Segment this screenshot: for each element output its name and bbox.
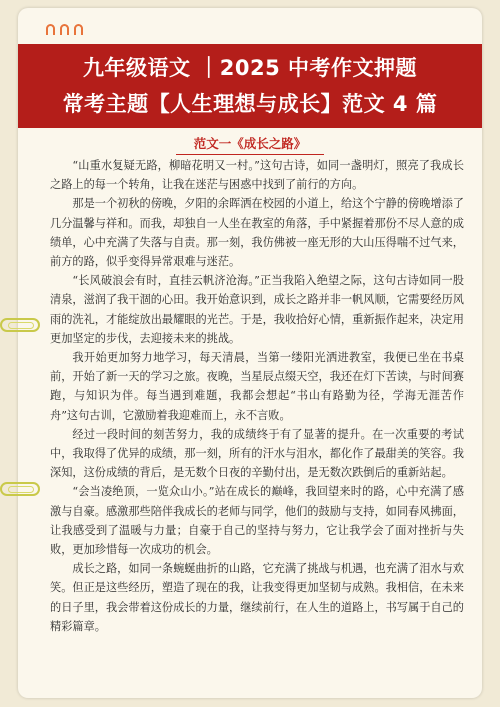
ring-icon bbox=[60, 24, 69, 35]
paragraph: 我开始更加努力地学习，每天清晨，当第一缕阳光洒进教室，我便已坐在书桌前，开始了新一天的学习之旅。夜晚，当星辰点缀天空，我还在灯下苦读，与时间赛跑，与知识为伴。每当遇到难题，我都会想起“书山有路勤为径，学海无涯苦作舟”这句古训，它激励着我迎难而上，永不言败。 bbox=[50, 351, 464, 422]
document-page bbox=[18, 8, 482, 698]
title-line-1: 九年级语文 ｜2025 中考作文押题 bbox=[82, 56, 418, 80]
ring-icon bbox=[74, 24, 83, 35]
ring-icon bbox=[46, 24, 55, 35]
paragraph: “山重水复疑无路，柳暗花明又一村。”这句古诗，如同一盏明灯，照亮了我成长之路上的每一个转角，让我在迷茫与困惑中找到了前行的方向。 bbox=[50, 159, 464, 192]
paragraph: “会当凌绝顶，一览众山小。”站在成长的巅峰，我回望来时的路，心中充满了感激与自豪。感激那些陪伴我成长的老师与同学，他们的鼓励与支持，如同春风拂面，让我感受到了温暖与力量；自豪于自己的坚持与努力，它让我学会了面对挫折与失败，更加珍惜每一次成功的机会。 bbox=[50, 485, 464, 557]
paper-clip-icon bbox=[0, 318, 40, 332]
paragraph: “长风破浪会有时，直挂云帆济沧海。”正当我陷入绝望之际，这句古诗如同一股清泉，滋润了我干涸的心田。我开始意识到，成长之路并非一帆风顺，它需要经历风雨的洗礼，才能绽放出最耀眼的光芒。于是，我收拾好心情，重新振作起来，决定用更加坚定的步伐，去迎接未来的挑战。 bbox=[50, 274, 464, 345]
title-line-2: 常考主题【人生理想与成长】范文 4 篇 bbox=[62, 92, 438, 116]
essay-subtitle-text: 范文一《成长之路》 bbox=[176, 134, 325, 155]
title-banner bbox=[18, 44, 482, 128]
paragraph: 经过一段时间的刻苦努力，我的成绩终于有了显著的提升。在一次重要的考试中，我取得了优异的成绩，那一刻，所有的汗水与泪水，都化作了最甜美的笑容。我深知，这份成绩的背后，是无数个日夜的辛勤付出，是无数次跌倒后的重新站起。 bbox=[50, 427, 464, 480]
essay-body bbox=[50, 156, 464, 636]
essay-subtitle bbox=[18, 134, 482, 155]
paragraph: 成长之路，如同一条蜿蜒曲折的山路，它充满了挑战与机遇，也充满了泪水与欢笑。但正是这些经历，塑造了现在的我，让我变得更加坚韧与成熟。我相信，在未来的日子里，我会带着这份成长的力量，继续前行，在人生的道路上，书写属于自己的精彩篇章。 bbox=[50, 562, 464, 633]
paragraph: 那是一个初秋的傍晚，夕阳的余晖洒在校园的小道上，给这个宁静的傍晚增添了几分温馨与祥和。而我，却独自一人坐在教室的角落，手中紧握着那份不尽人意的成绩单，心中充满了失落与自责。那一刻，我仿佛被一座无形的大山压得喘不过气来，前方的路，似乎变得异常艰难与迷茫。 bbox=[50, 197, 464, 269]
binder-rings bbox=[46, 24, 83, 35]
paper-clip-icon bbox=[0, 482, 40, 496]
